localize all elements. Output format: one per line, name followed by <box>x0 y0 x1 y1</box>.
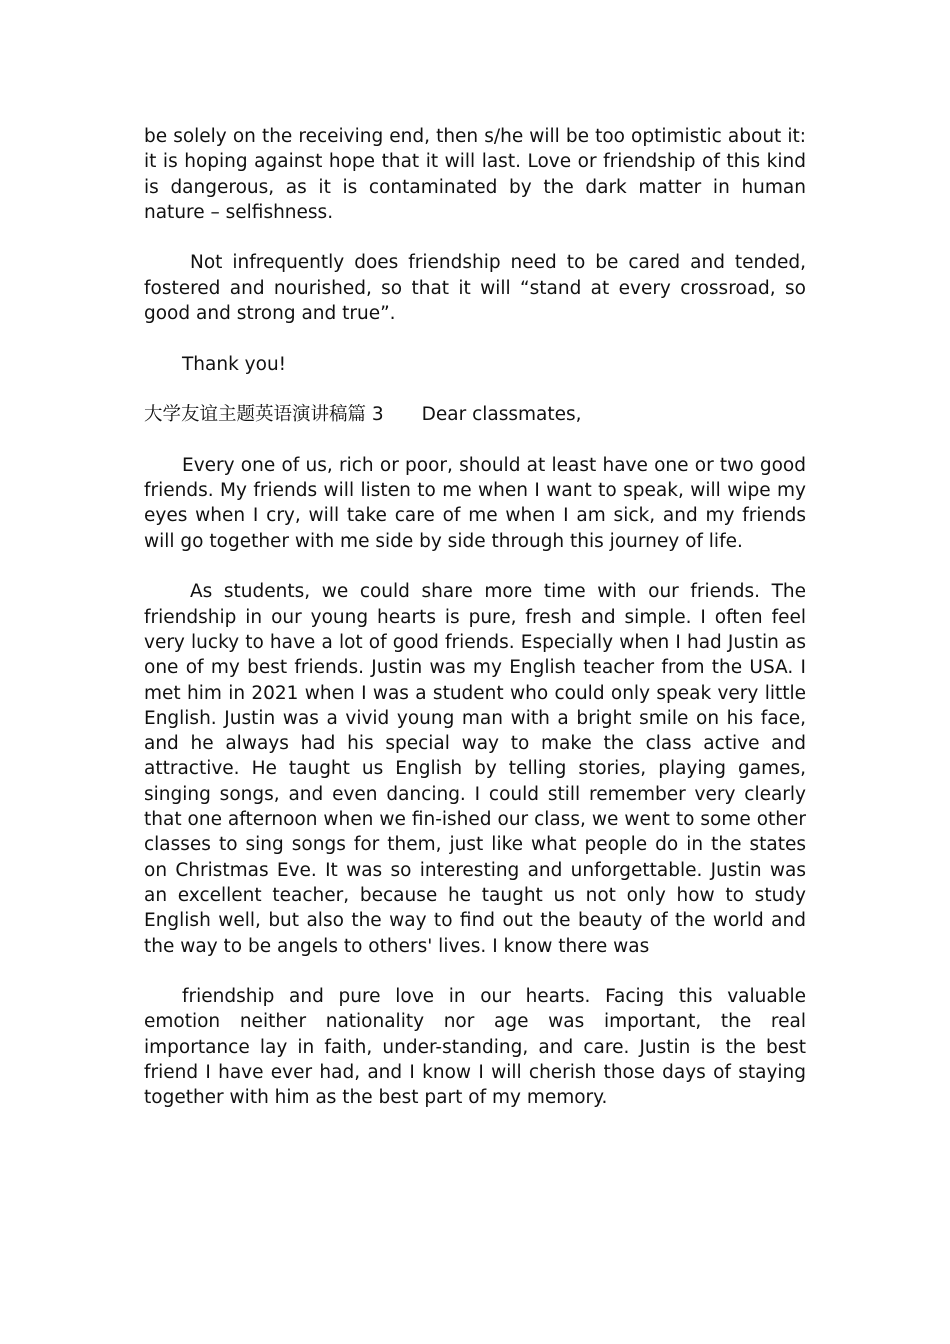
salutation: Dear classmates, <box>421 404 582 426</box>
paragraph-justin-story: As students, we could share more time with our friends. The friendship in our young hearts is pure, fresh and simple. I often feel very lucky to have a lot of good friends. Especially when I had Justin as one of my best friends. Justin was my English teacher from the USA. I met him in 2021 when I was a student who could only speak very little English. Justin was a vivid young man with a bright smile on his face, and he always had his special way to make the class active and attractive. He taught us English by telling stories, playing games, singing songs, and even dancing. I could still remember very clearly that one afternoon when we fin-ished our class, we went to some other classes to sing songs for them, just like what people do in the states on Christmas Eve. It was so interesting and unforgettable. Justin was an excellent teacher, because he taught us not only how to study English well, but also the way to find out the beauty of the world and the way to be angels to others' lives. I know there was <box>144 581 806 957</box>
section-heading <box>144 402 806 427</box>
paragraph-friendship-care: Not infrequently does friendship need to be cared and tended, fostered and nourished, so that it will “stand at every crossroad, so good and strong and true”. <box>144 252 806 325</box>
section-heading-title: 大学友谊主题英语演讲稿篇 3 <box>144 404 384 426</box>
paragraph-good-friends: Every one of us, rich or poor, should at least have one or two good friends. My friends will listen to me when I want to speak, will wipe my eyes when I cry, will take care of me when I am sick, and my friends will go together with me side by side through this journey of life. <box>144 454 806 552</box>
document-body <box>144 124 806 1136</box>
paragraph-thank-you: Thank you! <box>182 353 287 375</box>
paragraph-selfishness: be solely on the receiving end, then s/he will be too optimistic about it: it is hoping against hope that it will last. Love or friendship of this kind is dangerous, as it is contaminated by the dark matter in human nature – selfishness. <box>144 126 806 223</box>
paragraph-memory: friendship and pure love in our hearts. Facing this valuable emotion neither nationality nor age was important, the real importance lay in faith, under-standing, and care. Justin is the best friend I have ever had, and I know I will cherish those days of staying together with him as the best part of my memory. <box>144 986 806 1109</box>
